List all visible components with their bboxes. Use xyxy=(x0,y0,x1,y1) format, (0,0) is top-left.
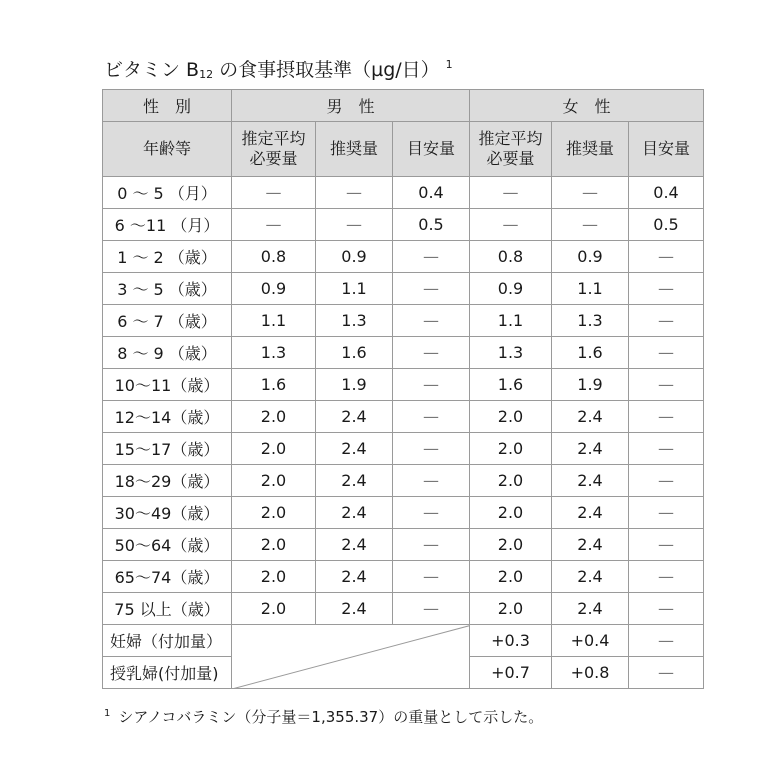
value-cell-f-ear: 0.9 xyxy=(470,273,552,305)
value-cell-m-ear: 2.0 xyxy=(232,561,316,593)
table-row xyxy=(103,337,704,369)
table-row xyxy=(103,273,704,305)
header-ear-line1: 推定平均 xyxy=(478,129,543,148)
value-cell-m-rda: 1.9 xyxy=(316,369,393,401)
diagonal-line xyxy=(232,625,470,689)
value-cell-f-rda: 1.1 xyxy=(552,273,629,305)
footnote xyxy=(104,704,543,727)
table-row xyxy=(103,433,704,465)
value-cell-m-ear: 0.8 xyxy=(232,241,316,273)
table-row xyxy=(103,401,704,433)
age-cell: 18～29（歳） xyxy=(103,465,232,497)
value-cell-f-rda: 0.9 xyxy=(552,241,629,273)
value-cell-m-rda: 1.1 xyxy=(316,273,393,305)
additional-value-cell-f-ear: +0.3 xyxy=(470,625,552,657)
value-cell-m-ai: — xyxy=(393,369,470,401)
value-cell-m-ai: — xyxy=(393,337,470,369)
value-cell-f-rda: 2.4 xyxy=(552,433,629,465)
value-cell-m-ai: — xyxy=(393,529,470,561)
value-cell-m-ai: 0.4 xyxy=(393,177,470,209)
value-cell-m-rda: 2.4 xyxy=(316,593,393,625)
table-row xyxy=(103,561,704,593)
value-cell-f-ai: — xyxy=(629,497,704,529)
value-cell-m-ear: 2.0 xyxy=(232,465,316,497)
value-cell-m-ear: — xyxy=(232,209,316,241)
header-ear-line2: 必要量 xyxy=(249,149,298,168)
value-cell-m-ai: — xyxy=(393,241,470,273)
table-row xyxy=(103,465,704,497)
age-cell: 1 ～ 2 （歳） xyxy=(103,241,232,273)
header-female-ai: 目安量 xyxy=(629,122,704,177)
value-cell-f-rda: 2.4 xyxy=(552,529,629,561)
header-sex: 性 別 xyxy=(103,90,232,122)
value-cell-m-ai: — xyxy=(393,305,470,337)
value-cell-f-ai: — xyxy=(629,401,704,433)
footnote-text: シアノコバラミン（分子量＝1,355.37）の重量として示した。 xyxy=(118,708,544,726)
male-not-applicable-cell xyxy=(232,625,470,689)
additional-value-cell-f-rda: +0.4 xyxy=(552,625,629,657)
value-cell-f-ear: 2.0 xyxy=(470,529,552,561)
header-ear-line2: 必要量 xyxy=(486,149,535,168)
value-cell-m-rda: — xyxy=(316,209,393,241)
value-cell-m-ear: 2.0 xyxy=(232,433,316,465)
value-cell-m-ai: — xyxy=(393,401,470,433)
header-male-ai: 目安量 xyxy=(393,122,470,177)
age-cell: 6 ～ 7 （歳） xyxy=(103,305,232,337)
vitamin-b12-intake-table xyxy=(102,89,704,689)
value-cell-f-rda: 2.4 xyxy=(552,401,629,433)
header-male-ear xyxy=(232,122,316,177)
header-male-rda: 推奨量 xyxy=(316,122,393,177)
value-cell-f-ear: 2.0 xyxy=(470,433,552,465)
value-cell-f-ai: — xyxy=(629,305,704,337)
value-cell-m-rda: 2.4 xyxy=(316,497,393,529)
additional-label-cell: 授乳婦(付加量) xyxy=(103,657,232,689)
diagonal-strike xyxy=(232,625,470,689)
title-rest: の食事摂取基準（µg/日） xyxy=(213,59,440,81)
value-cell-m-ear: 0.9 xyxy=(232,273,316,305)
value-cell-f-ai: — xyxy=(629,593,704,625)
value-cell-m-ai: — xyxy=(393,593,470,625)
value-cell-f-rda: — xyxy=(552,209,629,241)
age-cell: 50～64（歳） xyxy=(103,529,232,561)
value-cell-m-ear: 1.6 xyxy=(232,369,316,401)
value-cell-m-ai: — xyxy=(393,561,470,593)
value-cell-m-ai: — xyxy=(393,497,470,529)
value-cell-f-ear: 2.0 xyxy=(470,497,552,529)
age-cell: 6 ～11 （月） xyxy=(103,209,232,241)
value-cell-m-ai: — xyxy=(393,465,470,497)
age-cell: 30～49（歳） xyxy=(103,497,232,529)
additional-value-cell-f-ai: — xyxy=(629,625,704,657)
table-row xyxy=(103,497,704,529)
table-row xyxy=(103,593,704,625)
value-cell-f-ear: 2.0 xyxy=(470,401,552,433)
age-cell: 15～17（歳） xyxy=(103,433,232,465)
value-cell-f-rda: 1.6 xyxy=(552,337,629,369)
value-cell-m-rda: 2.4 xyxy=(316,529,393,561)
value-cell-m-ai: — xyxy=(393,433,470,465)
table-row xyxy=(103,241,704,273)
value-cell-f-ai: — xyxy=(629,561,704,593)
value-cell-f-ai: — xyxy=(629,369,704,401)
value-cell-m-ai: — xyxy=(393,273,470,305)
table-title xyxy=(104,52,453,88)
value-cell-f-ear: — xyxy=(470,177,552,209)
age-cell: 10～11（歳） xyxy=(103,369,232,401)
value-cell-m-rda: — xyxy=(316,177,393,209)
value-cell-f-ai: — xyxy=(629,337,704,369)
value-cell-m-ear: — xyxy=(232,177,316,209)
table-row-additional xyxy=(103,625,704,657)
header-ear-line1: 推定平均 xyxy=(241,129,306,148)
age-cell: 12～14（歳） xyxy=(103,401,232,433)
table-row xyxy=(103,209,704,241)
value-cell-f-ai: — xyxy=(629,465,704,497)
header-female-ear xyxy=(470,122,552,177)
value-cell-f-rda: 1.9 xyxy=(552,369,629,401)
header-age: 年齢等 xyxy=(103,122,232,177)
value-cell-f-ear: 2.0 xyxy=(470,465,552,497)
value-cell-f-rda: 2.4 xyxy=(552,497,629,529)
value-cell-m-rda: 1.6 xyxy=(316,337,393,369)
value-cell-f-ai: — xyxy=(629,529,704,561)
value-cell-f-rda: 2.4 xyxy=(552,561,629,593)
additional-label-cell: 妊婦（付加量） xyxy=(103,625,232,657)
additional-value-cell-f-ear: +0.7 xyxy=(470,657,552,689)
table-row xyxy=(103,529,704,561)
additional-value-cell-f-rda: +0.8 xyxy=(552,657,629,689)
value-cell-m-ear: 1.1 xyxy=(232,305,316,337)
table-body xyxy=(103,177,704,689)
additional-value-cell-f-ai: — xyxy=(629,657,704,689)
header-row-sex xyxy=(103,90,704,122)
age-cell: 75 以上（歳） xyxy=(103,593,232,625)
age-cell: 3 ～ 5 （歳） xyxy=(103,273,232,305)
value-cell-f-ear: 2.0 xyxy=(470,593,552,625)
header-male: 男 性 xyxy=(232,90,470,122)
value-cell-f-ai: 0.5 xyxy=(629,209,704,241)
value-cell-m-rda: 2.4 xyxy=(316,401,393,433)
value-cell-f-ai: — xyxy=(629,241,704,273)
value-cell-m-rda: 1.3 xyxy=(316,305,393,337)
value-cell-f-ai: — xyxy=(629,433,704,465)
value-cell-m-ear: 2.0 xyxy=(232,593,316,625)
value-cell-f-rda: — xyxy=(552,177,629,209)
value-cell-m-rda: 2.4 xyxy=(316,561,393,593)
value-cell-f-ear: 0.8 xyxy=(470,241,552,273)
age-cell: 65～74（歳） xyxy=(103,561,232,593)
header-row-metrics xyxy=(103,122,704,177)
footnote-mark: 1 xyxy=(104,708,111,719)
value-cell-m-ear: 2.0 xyxy=(232,401,316,433)
age-cell: 8 ～ 9 （歳） xyxy=(103,337,232,369)
value-cell-f-ear: — xyxy=(470,209,552,241)
value-cell-f-ai: — xyxy=(629,273,704,305)
value-cell-f-rda: 1.3 xyxy=(552,305,629,337)
table-row xyxy=(103,177,704,209)
value-cell-f-ear: 1.1 xyxy=(470,305,552,337)
value-cell-f-ear: 1.3 xyxy=(470,337,552,369)
value-cell-m-ear: 1.3 xyxy=(232,337,316,369)
value-cell-f-ear: 2.0 xyxy=(470,561,552,593)
value-cell-m-ai: 0.5 xyxy=(393,209,470,241)
value-cell-m-ear: 2.0 xyxy=(232,529,316,561)
title-subscript: 12 xyxy=(199,68,214,81)
header-female-rda: 推奨量 xyxy=(552,122,629,177)
value-cell-m-rda: 2.4 xyxy=(316,433,393,465)
title-note-mark: 1 xyxy=(445,58,453,71)
age-cell: 0 ～ 5 （月） xyxy=(103,177,232,209)
value-cell-f-rda: 2.4 xyxy=(552,593,629,625)
value-cell-m-ear: 2.0 xyxy=(232,497,316,529)
table-row xyxy=(103,305,704,337)
value-cell-m-rda: 2.4 xyxy=(316,465,393,497)
value-cell-m-rda: 0.9 xyxy=(316,241,393,273)
value-cell-f-rda: 2.4 xyxy=(552,465,629,497)
value-cell-f-ai: 0.4 xyxy=(629,177,704,209)
table-row xyxy=(103,369,704,401)
header-female: 女 性 xyxy=(470,90,704,122)
value-cell-f-ear: 1.6 xyxy=(470,369,552,401)
title-main: ビタミン B xyxy=(104,59,200,81)
